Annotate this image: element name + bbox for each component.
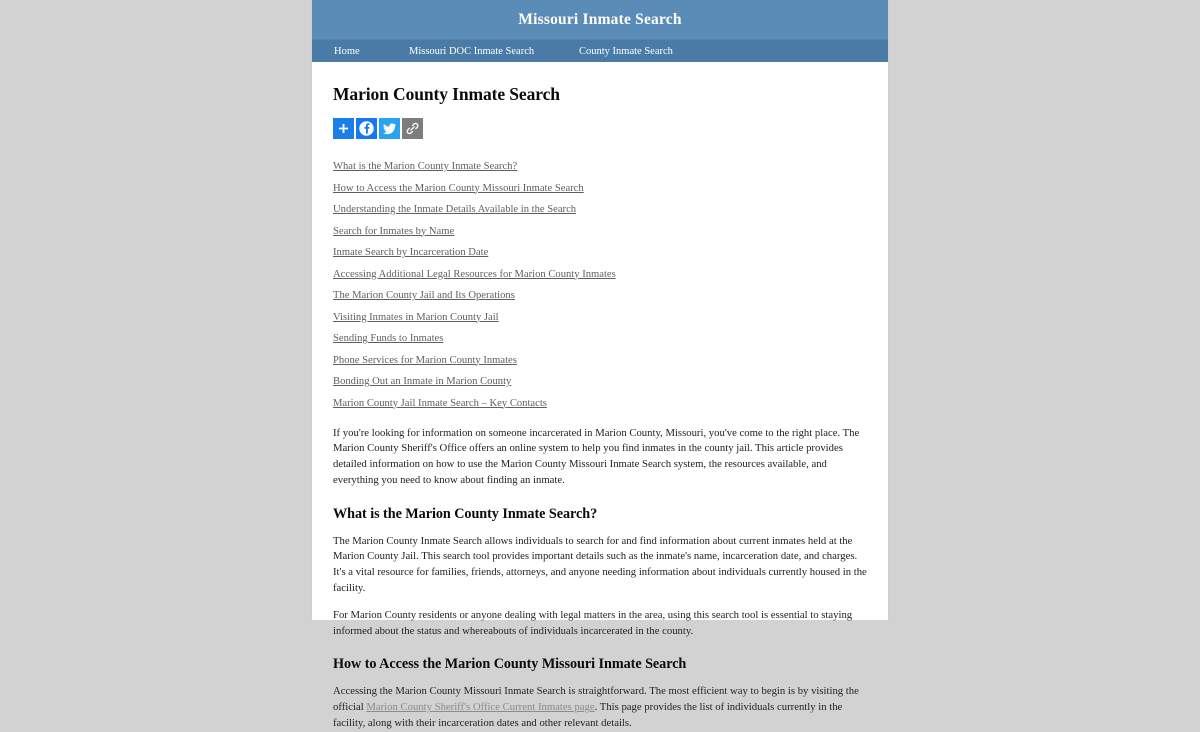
twitter-bird-icon	[382, 121, 397, 136]
list-item	[333, 328, 867, 346]
list-item	[333, 307, 867, 325]
list-item	[333, 242, 867, 260]
paragraph-suffix-text: . This page provides the list of individuals currently in the facility, along with their incarceration dates and other relevant details.	[333, 701, 843, 730]
list-item	[333, 350, 867, 368]
article-content	[312, 62, 888, 732]
site-container	[311, 0, 889, 730]
list-item	[333, 264, 867, 282]
section-paragraph: For Marion County residents or anyone dealing with legal matters in the area, using this search tool is essential to staying informed about the status and whereabouts of individuals incarcerated in the county.	[333, 608, 853, 637]
toc-link[interactable]: Marion County Jail Inmate Search – Key Contacts	[333, 397, 547, 409]
list-item	[333, 371, 867, 389]
toc-link[interactable]: Search for Inmates by Name	[333, 225, 455, 237]
toc-link[interactable]: Sending Funds to Inmates	[333, 333, 444, 344]
toc-link[interactable]: Accessing Additional Legal Resources for Marion County Inmates	[333, 268, 616, 280]
facebook-share-button[interactable]	[356, 118, 377, 139]
sheriff-office-current-inmates-link[interactable]: Marion County Sheriff's Office Current Inmates page	[366, 701, 595, 714]
copy-link-button[interactable]	[402, 118, 423, 139]
nav-item-missouri-doc-inmate-search[interactable]: Missouri DOC Inmate Search	[409, 45, 535, 57]
toc-link[interactable]: The Marion County Jail and Its Operations	[333, 290, 515, 301]
list-item	[333, 156, 867, 174]
facebook-icon	[358, 120, 375, 137]
site-title: Missouri Inmate Search	[518, 10, 682, 28]
toc-link[interactable]: Inmate Search by Incarceration Date	[333, 247, 489, 258]
chain-link-icon	[405, 121, 420, 136]
section-heading-what-is: What is the Marion County Inmate Search?	[333, 505, 598, 522]
sharethis-share-button[interactable]	[333, 118, 354, 139]
list-item	[333, 221, 867, 239]
twitter-share-button[interactable]	[379, 118, 400, 139]
toc-link[interactable]: Understanding the Inmate Details Available in the Search	[333, 204, 577, 215]
intro-paragraph: If you're looking for information on someone incarcerated in Marion County, Missouri, you've come to the right place. The Marion County Sheriff's Office offers an online system to help you find inmates in the county jail. This article provides detailed information on how to use the Marion County Missouri Inmate Search system, the resources available, and everything you need to know about finding an inmate.	[333, 426, 860, 486]
paragraph-prefix-text: Accessing the Marion County Missouri Inmate Search is straightforward. The most efficient way to begin is by visiting the official	[333, 685, 859, 714]
share-button-row	[333, 118, 867, 139]
toc-link[interactable]: What is the Marion County Inmate Search?	[333, 161, 518, 172]
nav-item-county-inmate-search[interactable]: County Inmate Search	[579, 45, 673, 57]
toc-link[interactable]: How to Access the Marion County Missouri Inmate Search	[333, 182, 584, 194]
list-item	[333, 285, 867, 303]
page-title: Marion County Inmate Search	[333, 84, 560, 104]
list-item	[333, 199, 867, 217]
toc-link[interactable]: Phone Services for Marion County Inmates	[333, 354, 517, 366]
section-paragraph-with-link	[333, 684, 867, 731]
toc-link[interactable]: Visiting Inmates in Marion County Jail	[333, 311, 499, 323]
section-paragraph: The Marion County Inmate Search allows individuals to search for and find information about current inmates held at the Marion County Jail. This search tool provides important details such as the inmate's name, incarceration date, and charges. It's a vital resource for families, friends, attorneys, and anyone needing information about individuals currently housed in the facility.	[333, 534, 867, 595]
nav-item-home[interactable]: Home	[334, 45, 360, 57]
section-heading-how-to-access: How to Access the Marion County Missouri Inmate Search	[333, 656, 687, 673]
table-of-contents	[333, 156, 867, 411]
list-item	[333, 178, 867, 196]
main-navigation	[312, 39, 888, 62]
plus-icon	[337, 122, 350, 135]
list-item	[333, 393, 867, 411]
toc-link[interactable]: Bonding Out an Inmate in Marion County	[333, 376, 512, 387]
site-header	[312, 0, 888, 39]
